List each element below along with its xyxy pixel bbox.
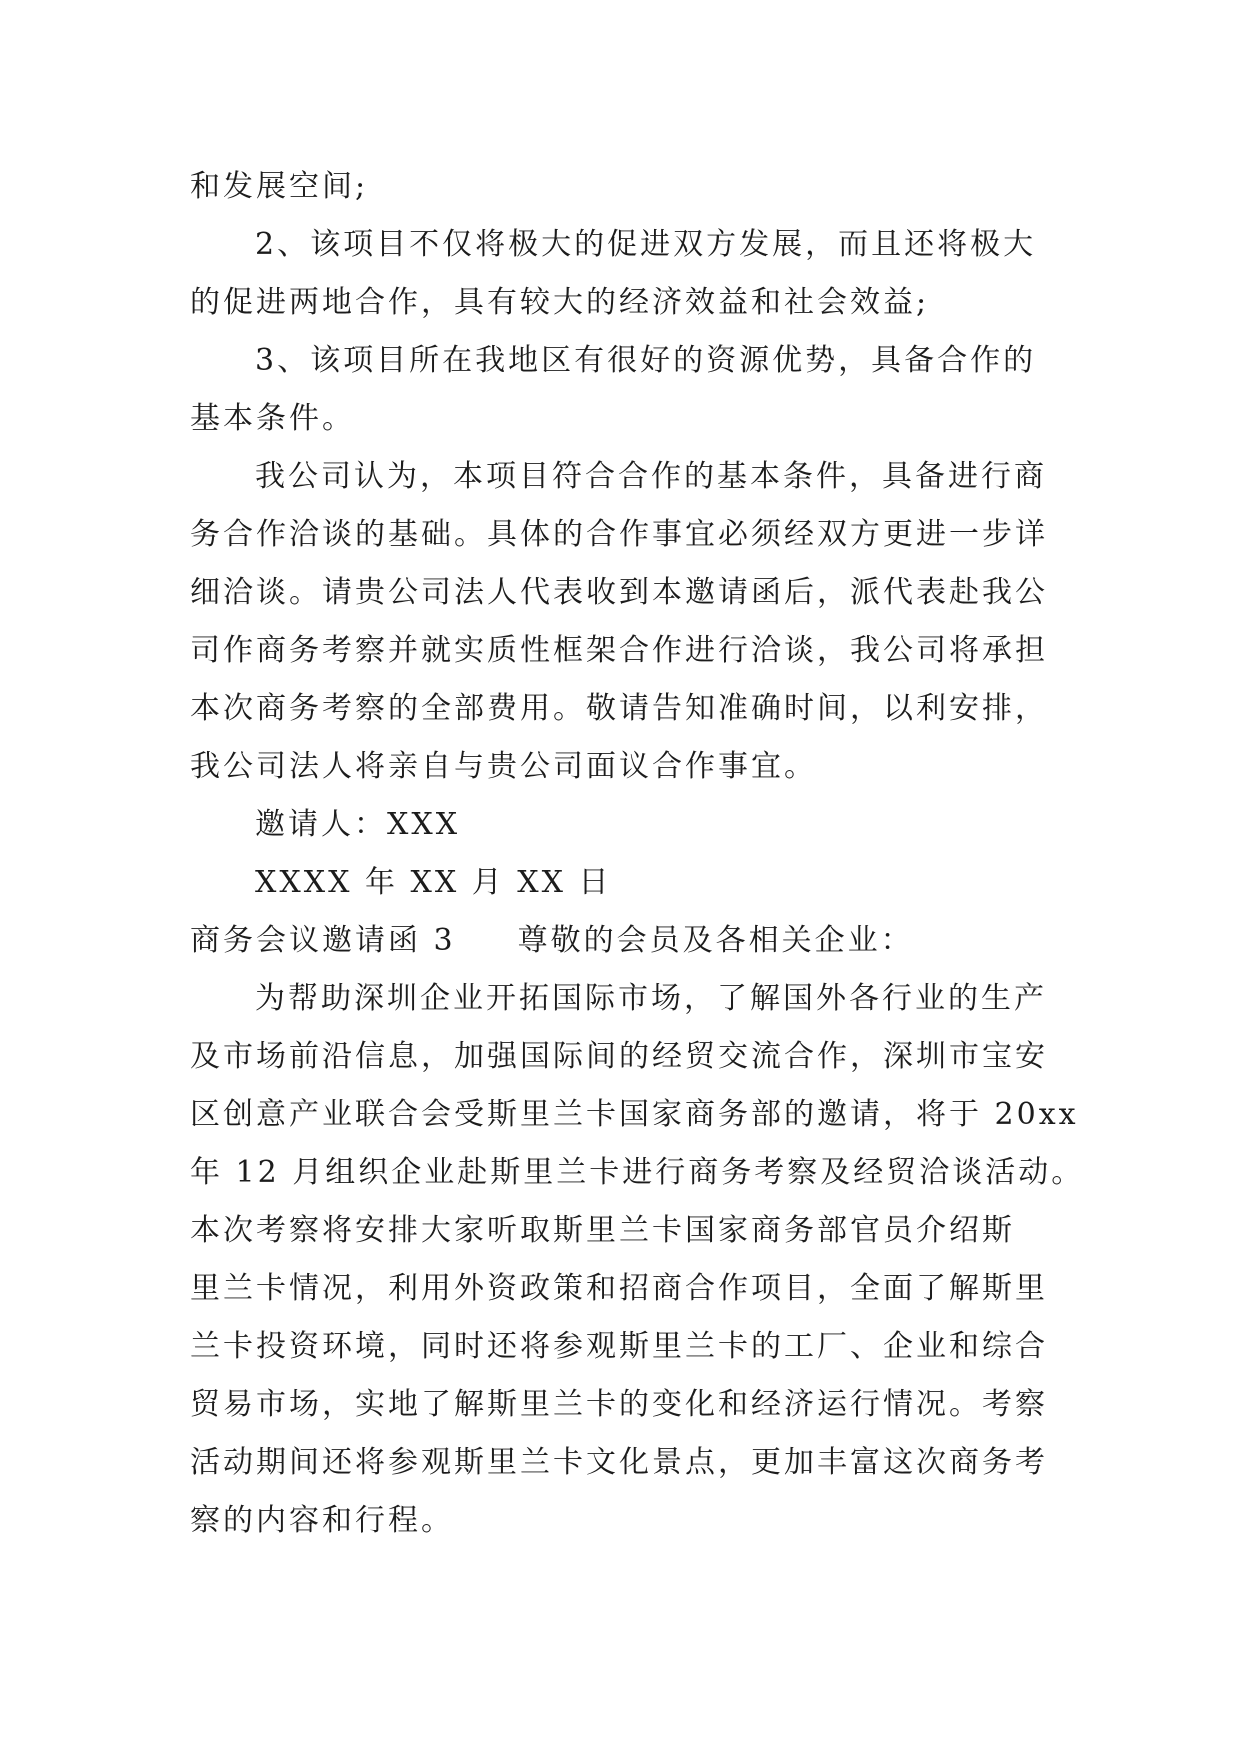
inviter-line: 邀请人：XXX — [255, 807, 461, 842]
text-line: 察的内容和行程。 — [190, 1503, 454, 1538]
date-line: XXXX 年 XX 月 XX 日 — [255, 865, 612, 900]
text-line: 务合作洽谈的基础。具体的合作事宜必须经双方更进一步详 — [190, 517, 1048, 552]
text-line: 贸易市场，实地了解斯里兰卡的变化和经济运行情况。考察 — [190, 1387, 1048, 1422]
document-body — [190, 158, 1085, 1550]
text-line: 为帮助深圳企业开拓国际市场，了解国外各行业的生产 — [255, 981, 1047, 1016]
text-line: 基本条件。 — [190, 401, 355, 436]
text-line: 及市场前沿信息，加强国际间的经贸交流合作，深圳市宝安 — [190, 1039, 1048, 1074]
text-line: 里兰卡情况，利用外资政策和招商合作项目，全面了解斯里 — [190, 1271, 1048, 1306]
text-line: 3、该项目所在我地区有很好的资源优势，具备合作的 — [255, 343, 1037, 378]
text-line: 2、该项目不仅将极大的促进双方发展，而且还将极大 — [255, 227, 1037, 262]
greeting: 尊敬的会员及各相关企业： — [517, 923, 914, 958]
section-heading — [190, 912, 1052, 970]
text-line: 我公司法人将亲自与贵公司面议合作事宜。 — [190, 749, 817, 784]
text-line: 区创意产业联合会受斯里兰卡国家商务部的邀请，将于 20xx — [190, 1097, 1079, 1132]
text-line: 本次商务考察的全部费用。敬请告知准确时间，以利安排， — [190, 691, 1048, 726]
text-line: 司作商务考察并就实质性框架合作进行洽谈，我公司将承担 — [190, 633, 1048, 668]
text-line: 和发展空间; — [190, 169, 369, 204]
text-line: 细洽谈。请贵公司法人代表收到本邀请函后，派代表赴我公 — [190, 575, 1048, 610]
text-line: 活动期间还将参观斯里兰卡文化景点，更加丰富这次商务考 — [190, 1445, 1048, 1480]
text-line: 年 12 月组织企业赴斯里兰卡进行商务考察及经贸洽谈活动。 — [190, 1155, 1085, 1190]
section-title: 商务会议邀请函 3 — [190, 923, 456, 958]
text-line: 我公司认为，本项目符合合作的基本条件，具备进行商 — [255, 459, 1047, 494]
text-line: 兰卡投资环境，同时还将参观斯里兰卡的工厂、企业和综合 — [190, 1329, 1048, 1364]
text-line: 的促进两地合作，具有较大的经济效益和社会效益; — [190, 285, 930, 320]
text-line: 本次考察将安排大家听取斯里兰卡国家商务部官员介绍斯 — [190, 1213, 1015, 1248]
